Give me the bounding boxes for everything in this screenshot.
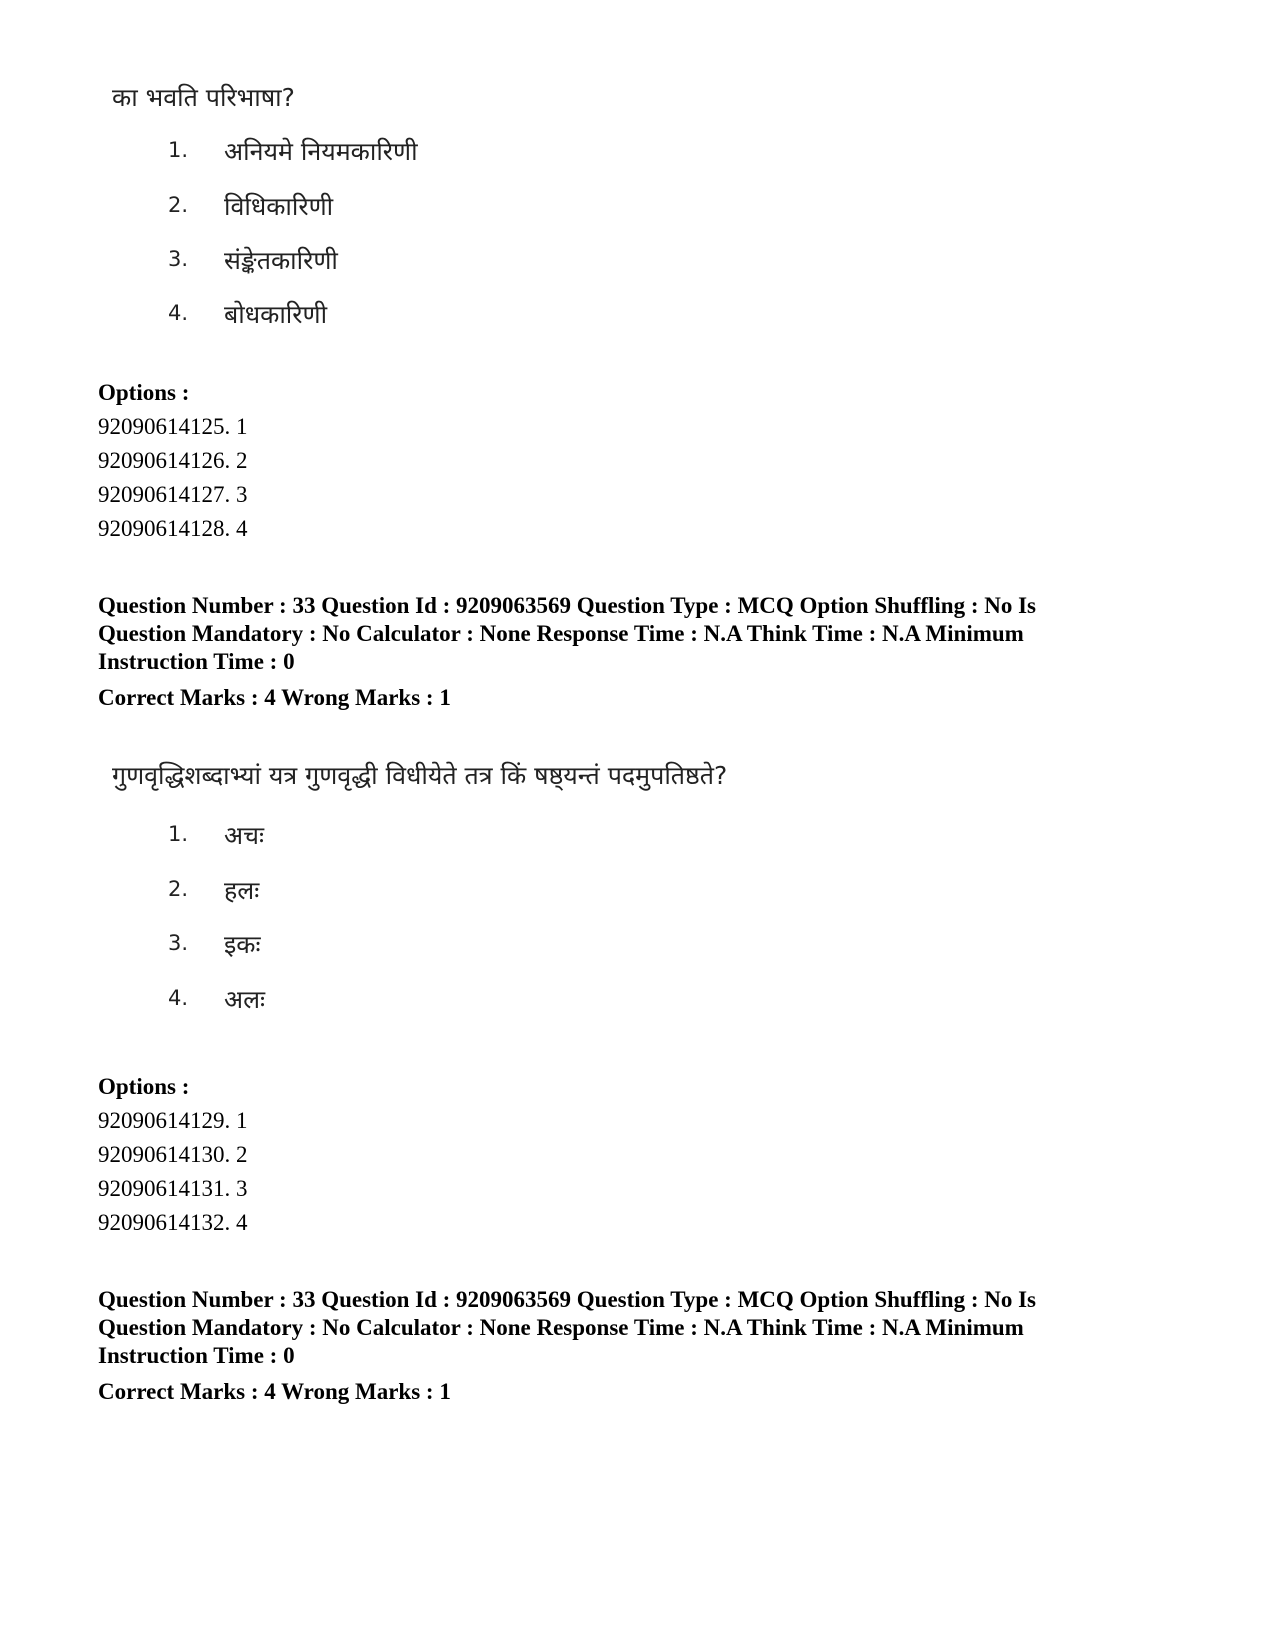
option-row: 92090614132. 4 bbox=[98, 1210, 248, 1235]
choice-text: बोधकारिणी bbox=[224, 300, 328, 329]
option-row: 92090614130. 2 bbox=[98, 1142, 248, 1167]
choice-number: 2. bbox=[168, 877, 189, 901]
choice-number: 2. bbox=[168, 193, 189, 217]
choice-number: 4. bbox=[168, 301, 189, 325]
choice-number: 3. bbox=[168, 247, 189, 271]
meta-line: Instruction Time : 0 bbox=[98, 1343, 295, 1368]
option-row: 92090614126. 2 bbox=[98, 448, 248, 473]
meta-line: Question Mandatory : No Calculator : None Response Time : N.A Think Time : N.A Minimum bbox=[98, 1315, 1024, 1340]
question-text: गुणवृद्धिशब्दाभ्यां यत्र गुणवृद्धी विधीयेते तत्र किं षष्ठ्यन्तं पदमुपतिष्ठते? bbox=[112, 761, 728, 790]
choice-text: अलः bbox=[224, 985, 266, 1014]
options-label: Options : bbox=[98, 1074, 190, 1099]
option-row: 92090614131. 3 bbox=[98, 1176, 248, 1201]
choice-text: इकः bbox=[224, 930, 261, 959]
options-label: Options : bbox=[98, 380, 190, 405]
marks-line: Correct Marks : 4 Wrong Marks : 1 bbox=[98, 685, 451, 710]
marks-line: Correct Marks : 4 Wrong Marks : 1 bbox=[98, 1379, 451, 1404]
meta-line: Question Number : 33 Question Id : 9209063569 Question Type : MCQ Option Shuffling : No Is bbox=[98, 593, 1037, 618]
choice-number: 3. bbox=[168, 931, 189, 955]
option-row: 92090614128. 4 bbox=[98, 516, 248, 541]
choice-text: संङ्केतकारिणी bbox=[224, 246, 338, 275]
option-row: 92090614129. 1 bbox=[98, 1108, 248, 1133]
choice-number: 1. bbox=[168, 138, 189, 162]
meta-line: Question Number : 33 Question Id : 9209063569 Question Type : MCQ Option Shuffling : No Is bbox=[98, 1287, 1037, 1312]
choice-text: हलः bbox=[224, 876, 260, 905]
question-meta bbox=[98, 1286, 1198, 1370]
choice-text: विधिकारिणी bbox=[224, 192, 334, 221]
meta-line: Question Mandatory : No Calculator : None Response Time : N.A Think Time : N.A Minimum bbox=[98, 621, 1024, 646]
choice-number: 1. bbox=[168, 822, 189, 846]
option-row: 92090614127. 3 bbox=[98, 482, 248, 507]
option-row: 92090614125. 1 bbox=[98, 414, 248, 439]
question-meta bbox=[98, 592, 1198, 676]
meta-line: Instruction Time : 0 bbox=[98, 649, 295, 674]
choice-number: 4. bbox=[168, 986, 189, 1010]
choice-text: अचः bbox=[224, 821, 265, 850]
question-text: का भवति परिभाषा? bbox=[112, 83, 295, 112]
choice-text: अनियमे नियमकारिणी bbox=[224, 137, 418, 166]
